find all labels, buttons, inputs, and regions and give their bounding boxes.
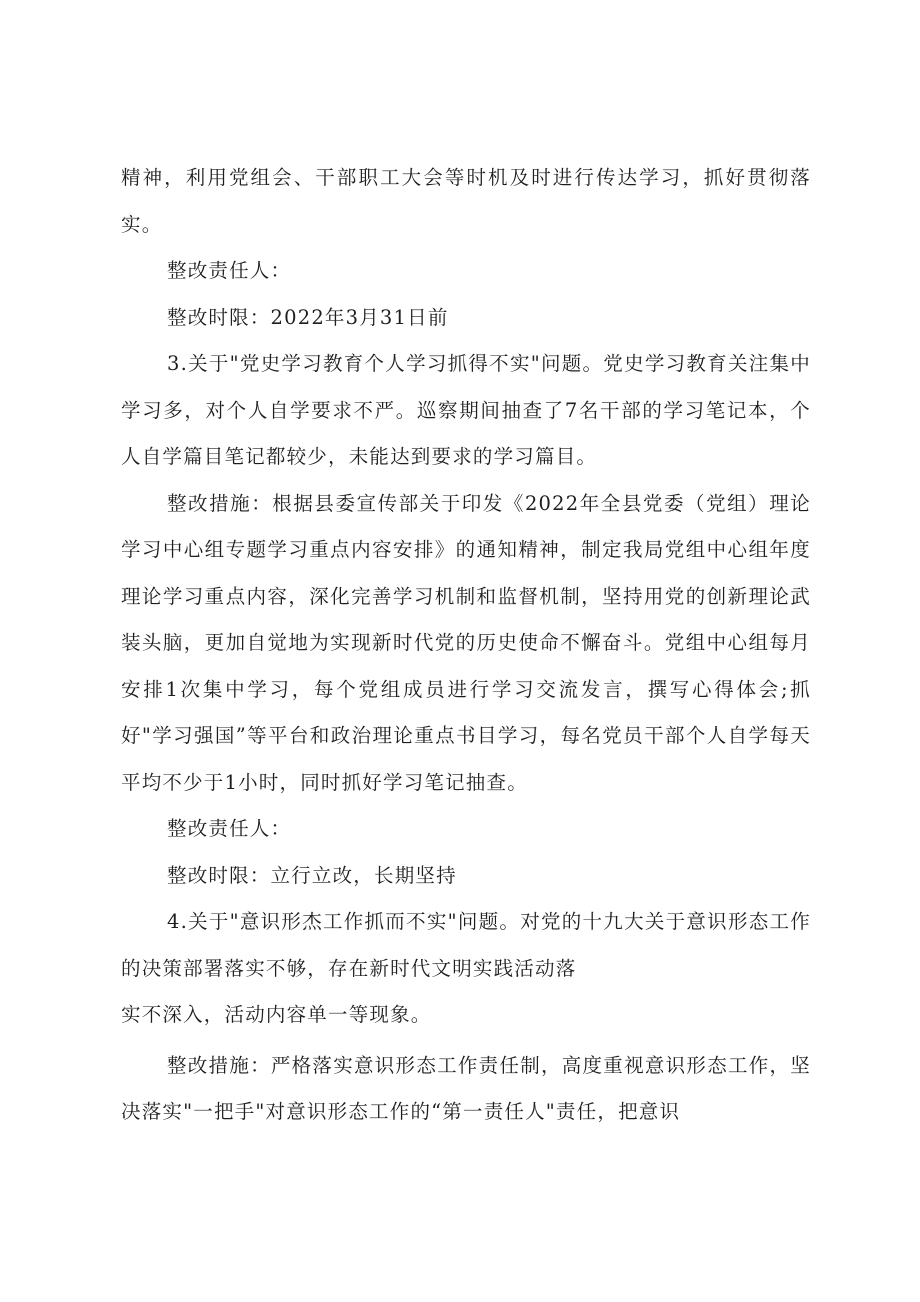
- deadline-line-2: 整改时限：立行立改，长期坚持: [167, 863, 457, 887]
- responsible-person-line-1: 整改责任人：: [167, 259, 292, 282]
- rectification-measures-paragraph-2: 整改措施：严格落实意识形态工作责任制，高度重视意识形态工作，坚决落实"一把手"对意识形态工作的“第一责任人"责任，把意识: [121, 1053, 811, 1123]
- issue-4-continuation: 实不深入，活动内容单一等现象。: [121, 1003, 432, 1026]
- paragraph-continuation-spirit: 精神，利用党组会、干部职工大会等时机及时进行传达学习，抓好贯彻落实。: [121, 166, 811, 236]
- responsible-person-line-2: 整改责任人：: [167, 817, 292, 840]
- issue-4-paragraph: 4.关于"意识形杰工作抓而不实"问题。对党的十九大关于意识形态工作的决策部署落实不够，存在新时代文明实践活动落: [121, 910, 811, 980]
- document-body: [121, 155, 811, 1136]
- issue-3-paragraph: 3.关于"党史学习教育个人学习抓得不实"问题。党史学习教育关注集中学习多，对个人自学要求不严。巡察期间抽查了7名干部的学习笔记本，个人自学篇目笔记都较少，未能达到要求的学习篇目。: [121, 352, 811, 468]
- deadline-line-1: 整改时限：2022年3月31日前: [167, 305, 449, 329]
- rectification-measures-paragraph-1: 整改措施：根据县委宣传部关于印发《2022年全县党委（党组）理论学习中心组专题学习重点内容安排》的通知精神，制定我局党组中心组年度理论学习重点内容，深化完善学习机制和监督机制，坚持用党的创新理论武装头脑，更加自觉地为实现新时代党的历史使命不懈奋斗。党组中心组每月安排1次集中学习，每个党组成员进行学习交流发言，撰写心得体会;抓好"学习强国”等平台和政治理论重点书目学习，每名党员干部个人自学每天平均不少于1小时，同时抓好学习笔记抽查。: [121, 491, 811, 794]
